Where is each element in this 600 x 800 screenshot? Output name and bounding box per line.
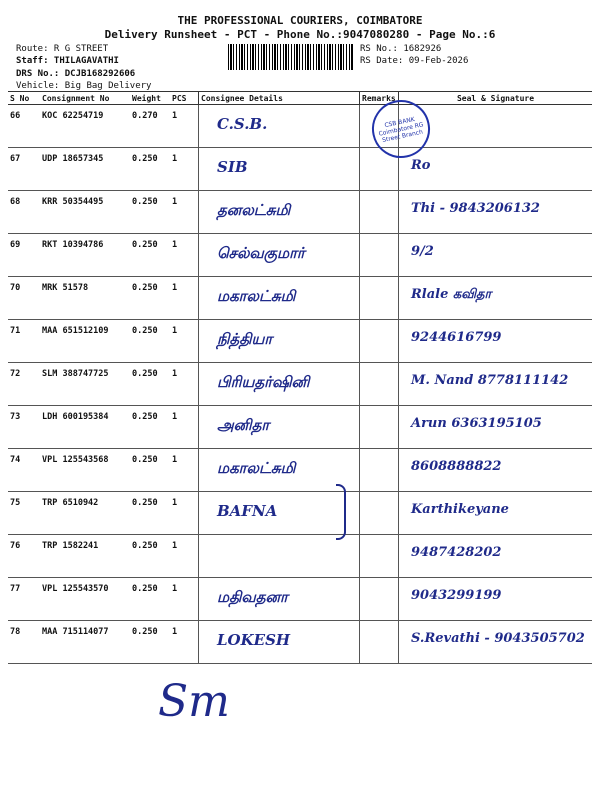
row-weight: 0.250 <box>130 578 170 621</box>
row-remarks <box>360 578 399 621</box>
row-consignment-no: KRR 50354495 <box>40 191 130 234</box>
header-consignee: Consignee Details <box>199 92 360 105</box>
row-signature <box>399 492 593 535</box>
row-weight: 0.250 <box>130 449 170 492</box>
table-row <box>8 363 592 406</box>
row-weight: 0.250 <box>130 234 170 277</box>
table-row <box>8 578 592 621</box>
row-signature <box>399 621 593 664</box>
row-signature <box>399 234 593 277</box>
row-remarks <box>360 492 399 535</box>
runsheet-table <box>8 91 592 664</box>
row-remarks <box>360 621 399 664</box>
row-remarks <box>360 191 399 234</box>
row-weight: 0.250 <box>130 406 170 449</box>
row-consignment-no: MAA 651512109 <box>40 320 130 363</box>
row-sno: 76 <box>8 535 40 578</box>
handwritten-consignee: பிரியதர்ஷினி <box>217 373 310 391</box>
handwritten-consignee: BAFNA <box>217 502 278 520</box>
header-weight: Weight <box>130 92 170 105</box>
route-label: Route: R G STREET <box>16 44 109 54</box>
table-row <box>8 148 592 191</box>
row-signature <box>399 191 593 234</box>
row-remarks <box>360 406 399 449</box>
row-consignment-no: SLM 388747725 <box>40 363 130 406</box>
table-row <box>8 234 592 277</box>
row-signature <box>399 277 593 320</box>
handwritten-consignee: தனலட்சுமி <box>217 201 291 219</box>
row-signature <box>399 535 593 578</box>
handwritten-signature: 9244616799 <box>411 330 502 345</box>
footer-signature: Sm <box>158 676 230 727</box>
table-row <box>8 277 592 320</box>
handwritten-signature: Ro <box>411 158 431 173</box>
header-consignment: Consignment No <box>40 92 130 105</box>
row-consignment-no: TRP 6510942 <box>40 492 130 535</box>
row-weight: 0.250 <box>130 191 170 234</box>
row-sno: 72 <box>8 363 40 406</box>
row-consignee <box>199 406 360 449</box>
row-weight: 0.250 <box>130 363 170 406</box>
header-remarks: Remarks <box>360 92 399 105</box>
handwritten-signature: Arun 6363195105 <box>411 416 542 431</box>
row-remarks <box>360 449 399 492</box>
row-pcs: 1 <box>170 449 199 492</box>
handwritten-consignee: SIB <box>217 158 248 176</box>
row-consignment-no: VPL 125543568 <box>40 449 130 492</box>
row-consignment-no: RKT 10394786 <box>40 234 130 277</box>
handwritten-signature: 8608888822 <box>411 459 502 474</box>
runsheet-subtitle: Delivery Runsheet - PCT - Phone No.:9047080280 - Page No.:6 <box>104 28 496 41</box>
table-header-row <box>8 92 592 105</box>
row-consignment-no: VPL 125543570 <box>40 578 130 621</box>
table-row <box>8 621 592 664</box>
handwritten-consignee: செல்வகுமார் <box>217 244 305 262</box>
row-consignee <box>199 320 360 363</box>
table-row <box>8 320 592 363</box>
row-signature <box>399 320 593 363</box>
drs-label: DRS No.: DCJB168292606 <box>16 69 136 79</box>
row-pcs: 1 <box>170 191 199 234</box>
row-weight: 0.250 <box>130 277 170 320</box>
vehicle-label: Vehicle: Big Bag Delivery <box>16 81 152 91</box>
handwritten-signature: 9/2 <box>411 244 434 259</box>
handwritten-signature: Thi - 9843206132 <box>411 201 540 216</box>
handwritten-signature: S.Revathi - 9043505702 <box>411 631 585 646</box>
row-consignment-no: KOC 62254719 <box>40 105 130 148</box>
row-sno: 75 <box>8 492 40 535</box>
handwritten-consignee: அனிதா <box>217 416 270 434</box>
handwritten-consignee: C.S.B. <box>217 115 268 133</box>
row-consignee <box>199 148 360 191</box>
row-remarks <box>360 535 399 578</box>
row-consignee <box>199 191 360 234</box>
row-pcs: 1 <box>170 621 199 664</box>
row-remarks <box>360 320 399 363</box>
row-consignee <box>199 578 360 621</box>
header-sno: S No <box>8 92 40 105</box>
handwritten-signature: 9043299199 <box>411 588 502 603</box>
staff-label: Staff: THILAGAVATHI <box>16 56 119 66</box>
row-sno: 73 <box>8 406 40 449</box>
row-sno: 67 <box>8 148 40 191</box>
row-consignee <box>199 277 360 320</box>
handwritten-signature: Karthikeyane <box>411 502 509 517</box>
row-signature <box>399 578 593 621</box>
row-remarks <box>360 363 399 406</box>
table-row <box>8 406 592 449</box>
row-weight: 0.250 <box>130 492 170 535</box>
row-pcs: 1 <box>170 148 199 191</box>
row-sno: 71 <box>8 320 40 363</box>
handwritten-consignee: LOKESH <box>217 631 291 649</box>
row-pcs: 1 <box>170 320 199 363</box>
row-signature <box>399 363 593 406</box>
bracket-mark <box>336 484 346 540</box>
row-pcs: 1 <box>170 234 199 277</box>
header-pcs: PCS <box>170 92 199 105</box>
handwritten-signature: Rlale கவிதா <box>411 287 492 302</box>
handwritten-consignee: மதிவதனா <box>217 588 288 606</box>
row-sno: 69 <box>8 234 40 277</box>
table-row <box>8 449 592 492</box>
row-remarks <box>360 234 399 277</box>
row-sno: 78 <box>8 621 40 664</box>
row-sno: 66 <box>8 105 40 148</box>
row-weight: 0.250 <box>130 535 170 578</box>
handwritten-consignee: நித்தியா <box>217 330 273 348</box>
row-consignee <box>199 234 360 277</box>
row-pcs: 1 <box>170 492 199 535</box>
table-row <box>8 105 592 148</box>
row-consignee <box>199 363 360 406</box>
row-remarks <box>360 277 399 320</box>
row-pcs: 1 <box>170 363 199 406</box>
row-signature <box>399 406 593 449</box>
handwritten-signature: M. Nand 8778111142 <box>411 373 569 388</box>
row-signature <box>399 148 593 191</box>
handwritten-consignee: மகாலட்சுமி <box>217 459 296 477</box>
row-consignee <box>199 621 360 664</box>
row-weight: 0.250 <box>130 320 170 363</box>
row-weight: 0.250 <box>130 621 170 664</box>
row-pcs: 1 <box>170 578 199 621</box>
rs-date: RS Date: 09-Feb-2026 <box>360 56 469 66</box>
row-sno: 77 <box>8 578 40 621</box>
row-sno: 70 <box>8 277 40 320</box>
row-pcs: 1 <box>170 277 199 320</box>
row-consignment-no: MRK 51578 <box>40 277 130 320</box>
row-pcs: 1 <box>170 535 199 578</box>
row-weight: 0.270 <box>130 105 170 148</box>
row-consignment-no: UDP 18657345 <box>40 148 130 191</box>
row-consignment-no: TRP 1582241 <box>40 535 130 578</box>
row-consignment-no: LDH 600195384 <box>40 406 130 449</box>
row-pcs: 1 <box>170 406 199 449</box>
handwritten-signature: 9487428202 <box>411 545 502 560</box>
header-seal-signature: Seal & Signature <box>399 92 593 105</box>
rs-number: RS No.: 1682926 <box>360 44 442 54</box>
handwritten-consignee: மகாலட்சுமி <box>217 287 296 305</box>
row-consignment-no: MAA 715114077 <box>40 621 130 664</box>
row-sno: 74 <box>8 449 40 492</box>
row-consignee <box>199 535 360 578</box>
table-row <box>8 191 592 234</box>
row-pcs: 1 <box>170 105 199 148</box>
bank-seal-stamp: CSB BANK Coimbatore RG Street Branch <box>367 95 436 164</box>
barcode <box>228 44 354 70</box>
table-row <box>8 492 592 535</box>
table-row <box>8 535 592 578</box>
runsheet-title: THE PROFESSIONAL COURIERS, COIMBATORE <box>177 14 423 27</box>
row-sno: 68 <box>8 191 40 234</box>
row-signature <box>399 449 593 492</box>
row-consignee <box>199 105 360 148</box>
row-weight: 0.250 <box>130 148 170 191</box>
